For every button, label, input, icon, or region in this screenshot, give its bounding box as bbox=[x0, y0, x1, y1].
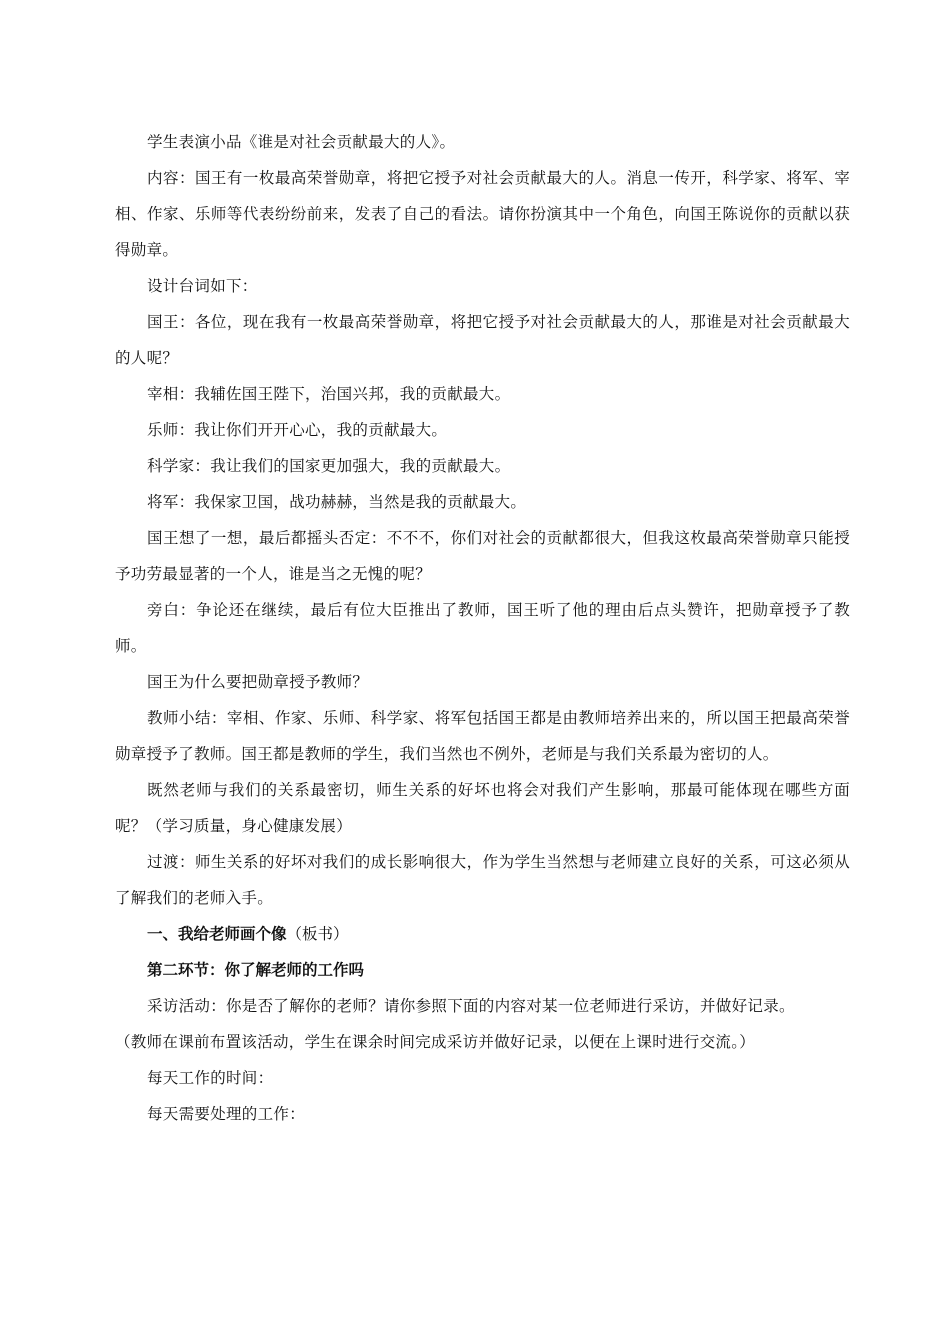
paragraph-king-line: 国王：各位，现在我有一枚最高荣誉勋章，将把它授予对社会贡献最大的人，那谁是对社会贡献最大的人呢？ bbox=[115, 313, 850, 367]
paragraph-work-time: 每天工作的时间： bbox=[147, 1069, 274, 1087]
section-heading-portrait-bold: 一、我给老师画个像 bbox=[147, 924, 287, 943]
paragraph-interview: 采访活动：你是否了解你的老师？请你参照下面的内容对某一位老师进行采访，并做好记录。 bbox=[147, 997, 795, 1015]
paragraph-king-decision: 国王想了一想，最后都摇头否定：不不不，你们对社会的贡献都很大，但我这枚最高荣誉勋章只能授予功劳最显著的一个人，谁是当之无愧的呢？ bbox=[115, 529, 850, 583]
paragraph-skit-title: 学生表演小品《谁是对社会贡献最大的人》。 bbox=[147, 133, 456, 151]
paragraph-transition: 过渡：师生关系的好坏对我们的成长影响很大，作为学生当然想与老师建立良好的关系，可这必须从了解我们的老师入手。 bbox=[115, 853, 850, 907]
document-page bbox=[115, 124, 850, 1132]
section-heading-portrait-note: （板书） bbox=[286, 925, 349, 943]
section-heading-second bbox=[115, 952, 850, 988]
paragraph-teacher-summary: 教师小结：宰相、作家、乐师、科学家、将军包括国王都是由教师培养出来的，所以国王把最高荣誉勋章授予了教师。国王都是教师的学生，我们当然也不例外，老师是与我们关系最为密切的人。 bbox=[115, 709, 850, 763]
paragraph-narrator: 旁白：争论还在继续，最后有位大臣推出了教师，国王听了他的理由后点头赞许，把勋章授予了教师。 bbox=[115, 601, 850, 655]
paragraph-musician-line: 乐师：我让你们开开心心，我的贡献最大。 bbox=[147, 421, 448, 439]
paragraph-daily-work: 每天需要处理的工作： bbox=[147, 1105, 306, 1123]
paragraph-chancellor-line: 宰相：我辅佐国王陛下，治国兴邦，我的贡献最大。 bbox=[147, 385, 511, 403]
section-heading-second-bold: 第二环节：你了解老师的工作吗 bbox=[147, 960, 365, 979]
paragraph-scientist-line: 科学家：我让我们的国家更加强大，我的贡献最大。 bbox=[147, 457, 511, 475]
paragraph-question: 国王为什么要把勋章授予教师？ bbox=[147, 673, 369, 691]
section-heading-portrait bbox=[115, 916, 850, 952]
paragraph-script-intro: 设计台词如下： bbox=[147, 277, 258, 295]
paragraph-content: 内容：国王有一枚最高荣誉勋章，将把它授予对社会贡献最大的人。消息一传开，科学家、将军、宰相、作家、乐师等代表纷纷前来，发表了自己的看法。请你扮演其中一个角色，向国王陈说你的贡献以获得勋章。 bbox=[115, 169, 850, 259]
paragraph-general-line: 将军：我保家卫国，战功赫赫，当然是我的贡献最大。 bbox=[147, 493, 527, 511]
paragraph-interview-note: （教师在课前布置该活动，学生在课余时间完成采访并做好记录，以便在上课时进行交流。） bbox=[115, 1033, 756, 1051]
paragraph-relationship: 既然老师与我们的关系最密切，师生关系的好坏也将会对我们产生影响，那最可能体现在哪些方面呢？（学习质量，身心健康发展） bbox=[115, 781, 850, 835]
